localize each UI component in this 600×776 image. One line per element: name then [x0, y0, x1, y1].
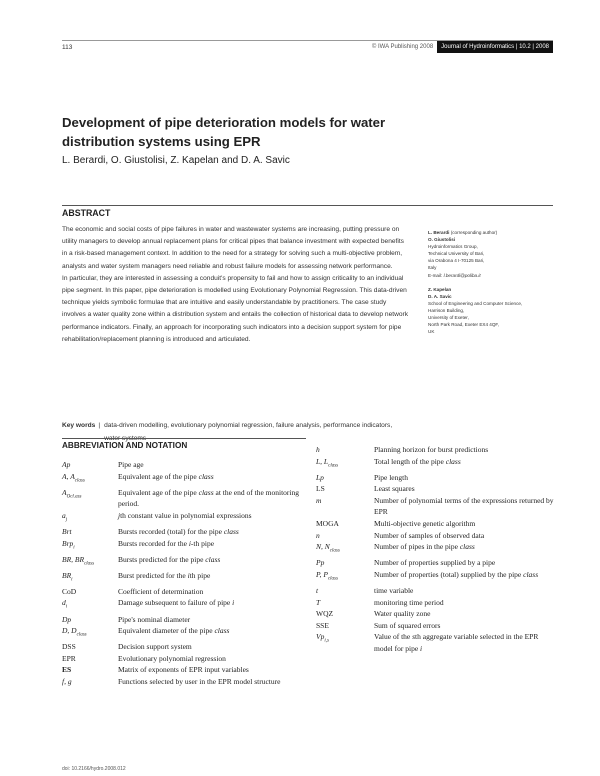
notation-definition: Number of properties supplied by a pipe	[374, 558, 496, 568]
notation-row	[62, 664, 306, 676]
notation-symbol: DSS	[62, 642, 76, 652]
notation-symbol: Dp	[62, 614, 72, 624]
notation-row	[62, 526, 306, 538]
notation-definition: jth constant value in polynomial expressions	[118, 510, 252, 520]
keywords-label: Key words	[62, 422, 96, 429]
notation-symbol: P, $P_{class}$	[316, 569, 338, 582]
notation-definition: Equivalent diameter of the pipe class	[118, 626, 230, 636]
notation-row	[62, 625, 306, 641]
notation-row	[62, 487, 306, 510]
notation-symbol: Lp	[316, 472, 324, 482]
notation-row	[62, 676, 306, 688]
notation-definition: Burst predicted for the ith pipe	[118, 570, 211, 580]
notation-definition: Bursts recorded for the i-th pipe	[118, 538, 215, 548]
notation-definition: Number of polynomial terms of the expressions returned by EPR	[374, 495, 554, 517]
notation-list-right	[316, 444, 556, 655]
email-label: E-mail:	[428, 272, 443, 278]
abstract-heading: ABSTRACT	[62, 208, 111, 218]
notation-definition: Number of properties (total) supplied by the pipe class	[374, 569, 539, 579]
notation-definition: Number of samples of observed data	[374, 530, 485, 540]
author-list: L. Berardi, O. Giustolisi, Z. Kapelan and D. A. Savic	[62, 155, 290, 166]
notation-definition: time variable	[374, 586, 414, 596]
notation-symbol: Pp	[316, 558, 325, 568]
notation-definition: Bursts recorded (total) for the pipe class	[118, 526, 239, 536]
corresponding-note: (corresponding author)	[450, 230, 498, 235]
notation-symbol: CoD	[62, 586, 77, 596]
notation-symbol: WQZ	[316, 609, 334, 619]
author-name: Z. Kapelan	[428, 286, 452, 292]
affiliation-line: Harrison Building,	[428, 307, 465, 313]
notation-symbol: $A_{Ocl.ass}$	[62, 487, 82, 500]
email-address[interactable]: l.berardi@poliba.it	[443, 272, 481, 278]
notation-row	[62, 597, 306, 613]
author-affiliations	[428, 229, 568, 335]
notation-row	[62, 586, 306, 598]
notation-definition: monitoring time period	[374, 597, 444, 607]
notation-row	[316, 557, 556, 569]
keywords-separator: |	[98, 422, 101, 429]
notation-definition: Multi-objective genetic algorithm	[374, 519, 476, 529]
notation-row	[316, 569, 556, 585]
notation-definition: Planning horizon for burst predictions	[374, 445, 489, 454]
author-name: O. Giustolisi	[428, 237, 456, 243]
notation-definition: Pipe's nominal diameter	[118, 614, 191, 624]
notation-row	[316, 495, 556, 518]
notation-definition: Equivalent age of the pipe class at the end of the monitoring period.	[118, 487, 300, 509]
notation-row	[316, 483, 556, 495]
affiliation-line: Italy	[428, 265, 437, 271]
notation-row	[316, 518, 556, 530]
notation-list-left	[62, 459, 306, 688]
notation-definition: Pipe length	[374, 472, 408, 482]
copyright-notice: © IWA Publishing 2008	[371, 44, 434, 50]
notation-row	[62, 554, 306, 570]
notation-definition: Coefficient of determination	[118, 586, 204, 596]
notation-definition: Evolutionary polynomial regression	[118, 653, 226, 663]
notation-row	[316, 444, 556, 456]
author-name: L. Berardi	[428, 230, 450, 235]
notation-symbol: LS	[316, 484, 325, 494]
notation-symbol: t	[316, 586, 319, 596]
affiliation-line: School of Engineering and Computer Science,	[428, 300, 523, 306]
notation-symbol: Brp$_i$	[62, 538, 75, 551]
notation-row	[62, 570, 306, 586]
notation-definition: Number of pipes in the pipe class	[374, 542, 475, 552]
notation-row	[316, 597, 556, 609]
notation-definition: Sum of squared errors	[374, 620, 441, 630]
notation-symbol: T	[316, 597, 321, 607]
notation-symbol: $a_j$	[62, 510, 68, 523]
notation-definition: Pipe age	[118, 460, 144, 469]
notation-symbol: N, $N_{class}$	[316, 542, 340, 554]
notation-definition: Functions selected by user in the EPR model structure	[118, 677, 281, 686]
notation-symbol: MOGA	[316, 519, 339, 529]
notation-definition: Water quality zone	[374, 609, 431, 619]
notation-definition: Matrix of exponents of EPR input variables	[118, 665, 249, 675]
notation-definition: Damage subsequent to failure of pipe i	[118, 598, 235, 608]
notation-symbol: ES	[62, 665, 72, 675]
notation-symbol: BR, $BR_{class}$	[62, 554, 95, 567]
abstract-paragraph: The economic and social costs of pipe failures in water and wastewater systems are increasing, putting pressure on utility managers to develop annual replacement plans for critical pipes that balance investment with expected benefits in a risk-based management context. In addition to the need for a strategy for solving such a multi-objective problem, analysts and water system managers need reliable and robust failure models for assessing network performance.	[62, 226, 404, 270]
notation-row	[316, 472, 556, 484]
notation-definition: Least squares	[374, 484, 415, 494]
notation-row	[62, 538, 306, 554]
affiliation-line: North Park Road, Exeter EX4 4QF,	[428, 322, 499, 328]
notation-row	[62, 641, 306, 653]
affiliation-line: Hydroinformatics Group,	[428, 244, 478, 250]
notation-row	[62, 653, 306, 665]
keywords-text: data-driven modelling, evolutionary polynomial regression, failure analysis, performance indicators, water systems	[104, 422, 393, 442]
journal-banner: Journal of Hydroinformatics | 10.2 | 2008	[437, 41, 553, 53]
notation-symbol: Ap	[62, 460, 71, 469]
notation-definition: Decision support system	[118, 642, 192, 652]
notation-symbol: f, g	[62, 677, 72, 686]
paper-title: Development of pipe deterioration models for water distribution systems using EPR	[62, 115, 386, 149]
notation-row	[316, 541, 556, 557]
notation-symbol: $d_i$	[62, 598, 68, 610]
running-header	[372, 41, 553, 53]
affiliation-line: Technical University of Bari,	[428, 251, 485, 257]
notation-definition: Bursts predicted for the pipe class	[118, 554, 221, 564]
notation-symbol: n	[316, 530, 320, 540]
affiliation-line: University of Exeter,	[428, 315, 469, 321]
abstract-rule	[62, 205, 553, 206]
notation-rule	[62, 438, 306, 439]
notation-symbol: h	[316, 445, 320, 454]
notation-definition: Value of the sth aggregate variable selected in the EPR model for pipe i	[374, 632, 539, 653]
notation-heading: ABBREVIATION AND NOTATION	[62, 441, 188, 450]
notation-symbol: $BR_i$	[62, 570, 73, 583]
notation-row	[62, 614, 306, 626]
notation-row	[316, 620, 556, 632]
notation-row	[316, 608, 556, 620]
affiliation-line: via Orabona 4 I-70125 Bari,	[428, 258, 485, 264]
author-name: D. A. Savic	[428, 293, 452, 299]
affiliation-line: UK	[428, 329, 435, 335]
notation-symbol: $Vp_{i,s}$	[316, 632, 329, 644]
notation-row	[316, 585, 556, 597]
abstract-paragraph: In particular, they are interested in assessing a conduit's propensity to fail and how to assign criticality to an individual pipe segment. In this paper, pipe deterioration is modelled using Evolutionary Polynomial Regression. This data-driven technique yields symbolic formulae that are intuitive and easily understandable by practitioners. The case study involves a water quality zone within a distribution system and entails the collection of historical data to develop network performance indicators. Finally, an approach for incorporating such indicators into a decision support system for pipe rehabilitation/replacement planning is introduced and articulated.	[62, 274, 408, 343]
notation-symbol: m	[316, 495, 322, 505]
doi-footer: doi: 10.2166/hydro.2008.012	[62, 766, 126, 772]
notation-definition: Total length of the pipe class	[374, 456, 461, 466]
notation-row	[62, 510, 306, 526]
notation-row	[316, 530, 556, 542]
affiliation-line	[428, 229, 568, 236]
notation-row	[316, 631, 556, 654]
notation-row	[62, 459, 306, 471]
notation-symbol: D, $D_{class}$	[62, 626, 87, 638]
page-number: 113	[62, 44, 73, 51]
notation-symbol: EPR	[62, 653, 76, 663]
notation-symbol: A, $A_{class}$	[62, 471, 85, 484]
notation-symbol: Brt	[62, 526, 72, 536]
email-line	[428, 272, 568, 279]
notation-row	[62, 471, 306, 487]
notation-symbol: SSE	[316, 620, 329, 630]
notation-symbol: L, $L_{class}$	[316, 456, 339, 469]
abstract-text	[62, 224, 410, 346]
notation-row	[316, 456, 556, 472]
notation-definition: Equivalent age of the pipe class	[118, 471, 214, 481]
